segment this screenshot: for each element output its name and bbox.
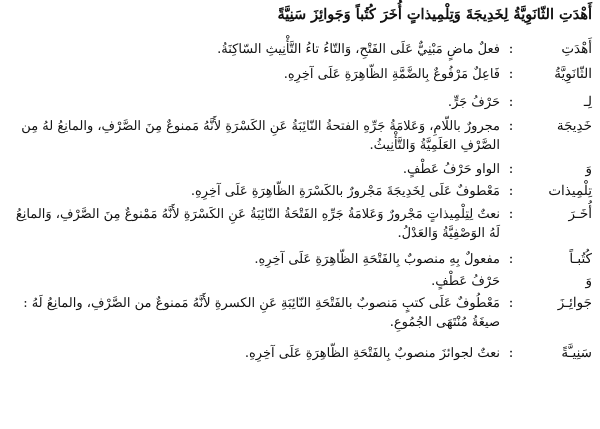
separator-colon: :	[508, 66, 514, 82]
parsed-word: وَ	[585, 161, 592, 177]
separator-colon: :	[508, 118, 514, 134]
analysis-line: مَعْطوفٌ عَلَى لِخَدِيجَةَ مَجْرورٌ بالكَسْرَةِ الظّاهِرَةِ عَلَى آخِرِهِ.	[190, 184, 500, 199]
analysis-line: نعتٌ لِتِلْمِيذاتٍ مَجْرورٌ وَعَلامَةُ جَرِّهِ الفَتْحَةُ النّائِبَةُ عَنِ الكَسْرَةِ لأَنَّهُ مَمْنوعٌ مِنَ الصَّرْفِ، وَالمانِعُ	[15, 207, 500, 222]
separator-colon: :	[508, 183, 514, 199]
separator-colon: :	[508, 161, 514, 177]
parsed-word: خَدِيجَة	[556, 118, 592, 134]
parsed-word: جَوائِـزَ	[557, 295, 592, 311]
grammatical-analysis	[6, 65, 500, 84]
analysis-line: صيغَةُ مُنْتَهَى الجُمُوعِ.	[389, 315, 500, 330]
separator-colon: :	[508, 345, 514, 361]
analysis-line: الصَّرْفِ العَلَمِيَّةُ وَالتَّأْنِيثُ.	[369, 138, 500, 153]
parsed-word: وَ	[585, 273, 592, 289]
grammatical-analysis	[6, 40, 500, 59]
analysis-line: مجرورٌ باللّامِ، وَعَلامَةُ جَرِّهِ الفتحةُ النّائِبَةُ عَنِ الكَسْرَةِ لأَنَّهُ مَمنوعٌ مِنَ الصَّرْفِ، والمانِعُ لهُ مِن	[21, 119, 500, 134]
analysis-line: حَرْفُ عَطْفٍ.	[431, 274, 500, 289]
separator-colon: :	[508, 41, 514, 57]
grammatical-analysis	[6, 182, 500, 201]
analysis-line: حَرْفُ جَرٍّ.	[447, 95, 500, 110]
separator-colon: :	[508, 206, 514, 222]
grammatical-analysis	[6, 93, 500, 112]
analysis-line: فَاعِلٌ مَرْفُوعٌ بِالضَّمَّةِ الظّاهِرَةِ عَلَى آخِرِهِ.	[283, 67, 500, 82]
parsed-word: أُخَـرَ	[568, 206, 592, 222]
grammatical-analysis	[6, 272, 500, 291]
analysis-line: نعتٌ لجوائزَ منصوبٌ بِالفَتْحَةِ الظّاهِرَةِ عَلَى آخِرِهِ.	[244, 346, 500, 361]
grammatical-analysis	[6, 117, 500, 155]
parsed-word: سَنِيـَّةً	[561, 345, 592, 361]
parsed-word: كُتُبـاً	[569, 251, 592, 267]
separator-colon: :	[508, 295, 514, 311]
analysis-line: مفعولٌ بِهِ منصوبٌ بِالفَتْحَةِ الظّاهِرَةِ عَلَى آخِرِهِ.	[254, 252, 500, 267]
grammatical-analysis	[6, 344, 500, 363]
parsed-word: الثّانَوِيَّةُ	[554, 66, 592, 82]
grammatical-analysis	[6, 160, 500, 179]
parsed-word: لِـ	[583, 94, 592, 110]
separator-colon: :	[508, 251, 514, 267]
grammatical-analysis	[6, 294, 500, 332]
analysis-line: لَهُ الوَصْفِيَّةُ وَالعَدْلُ.	[397, 226, 500, 241]
grammatical-analysis	[6, 250, 500, 269]
parsed-word: تِلْمِيذات	[548, 183, 592, 199]
analysis-line: مَعْطُوفٌ عَلَى كتبٍ مَنصوبٌ بالفَتْحَةِ النّائِبَةِ عَنِ الكسرةِ لأَنَّهُ مَمنوعٌ من الصَّرْفِ، والمانِعُ لَهُ :	[23, 296, 500, 311]
parsed-word: أَهْدَتِ	[561, 41, 592, 57]
analysis-line: فعلٌ ماضٍ مَبْنِيٌّ عَلَى الفَتْحِ، وَالتّاءُ تاءُ التَّأْنِيثِ السّاكِنَةُ.	[217, 42, 500, 57]
analysis-line: الواو حَرْفُ عَطْفٍ.	[402, 162, 500, 177]
grammatical-analysis	[6, 205, 500, 243]
example-sentence: أَهْدَتِ الثّانَوِيَّةُ لِخَدِيجَةَ وَتِلْمِيذاتٍ أُخَرَ كُتُباً وَجَوائِزَ سَنِيَّةً	[277, 6, 592, 23]
separator-colon: :	[508, 94, 514, 110]
